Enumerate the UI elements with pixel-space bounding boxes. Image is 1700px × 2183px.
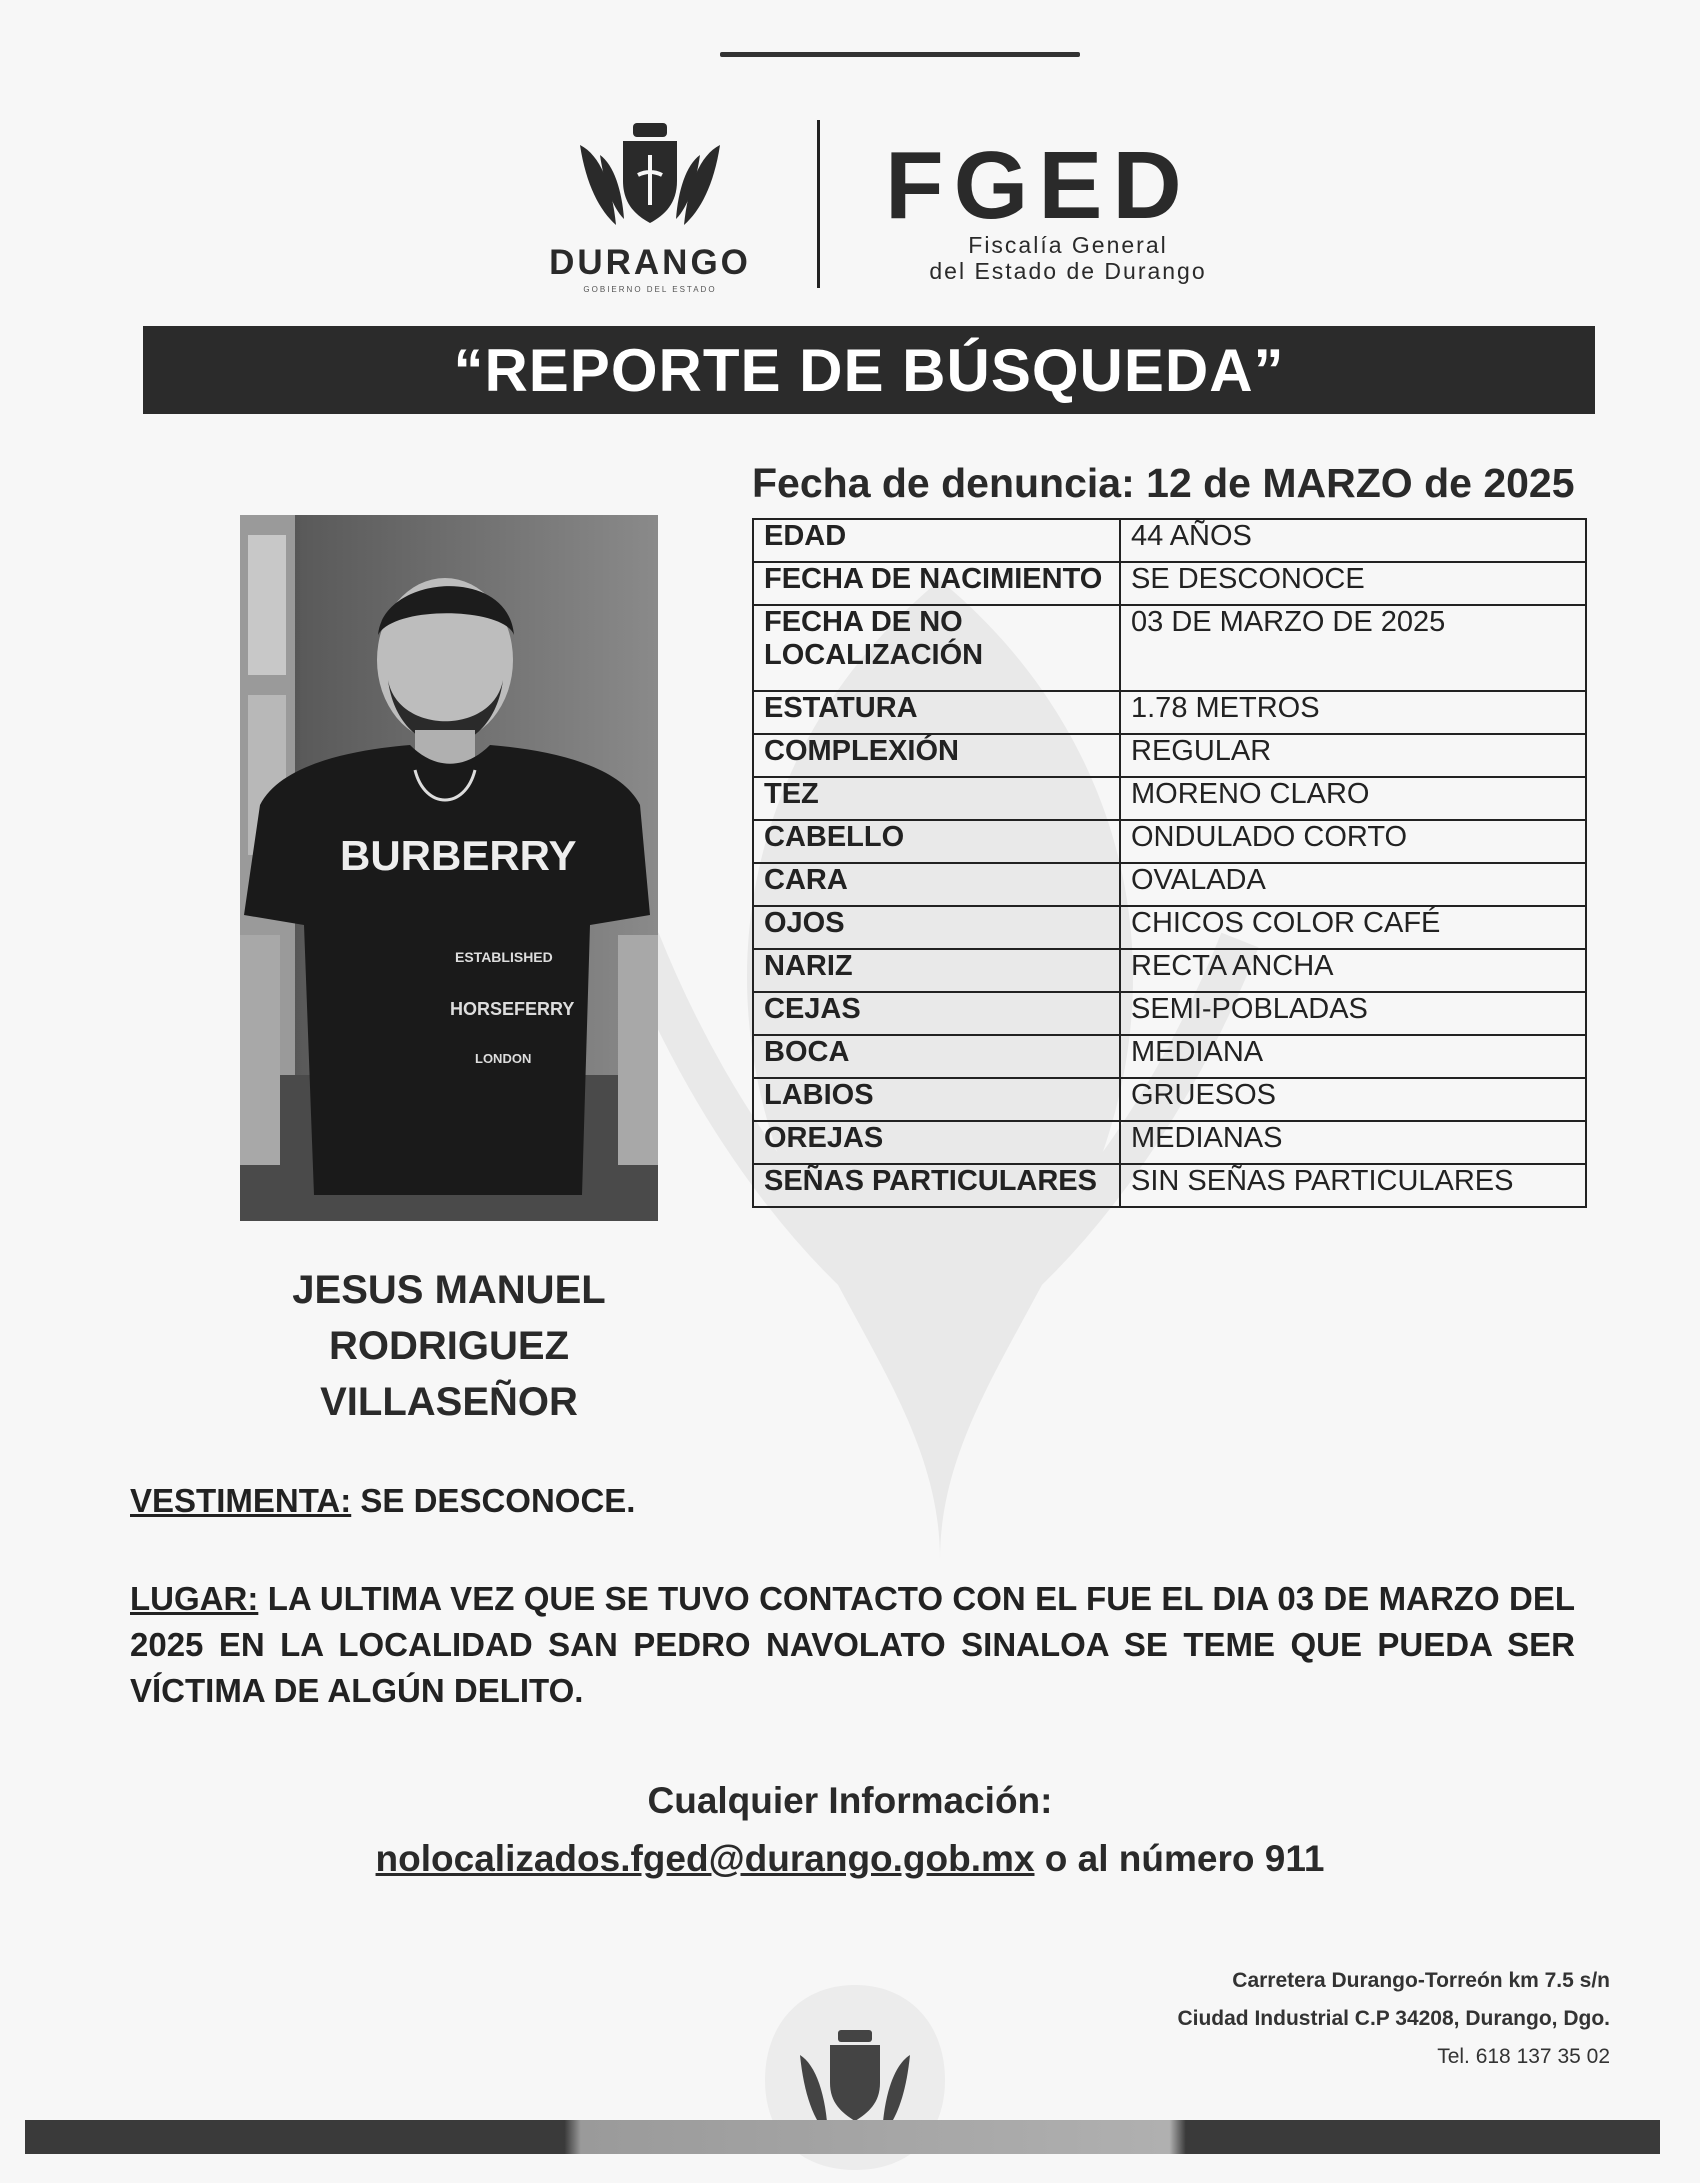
detail-value: SIN SEÑAS PARTICULARES bbox=[1120, 1164, 1586, 1207]
person-photo-illustration bbox=[240, 515, 658, 1221]
location-label: LUGAR: bbox=[130, 1580, 259, 1617]
agency-acronym: FGED bbox=[885, 132, 1192, 239]
detail-label: FECHA DE NO LOCALIZACIÓN bbox=[753, 605, 1120, 691]
detail-value: CHICOS COLOR CAFÉ bbox=[1120, 906, 1586, 949]
detail-row bbox=[753, 1164, 1586, 1207]
report-title: “REPORTE DE BÚSQUEDA” bbox=[453, 336, 1285, 404]
detail-label: CABELLO bbox=[753, 820, 1120, 863]
detail-row bbox=[753, 863, 1586, 906]
detail-row bbox=[753, 734, 1586, 777]
durango-logo-subtext: GOBIERNO DEL ESTADO bbox=[583, 285, 717, 294]
detail-row bbox=[753, 1078, 1586, 1121]
detail-row bbox=[753, 906, 1586, 949]
agency-name-line2: del Estado de Durango bbox=[929, 258, 1207, 285]
footer-bar bbox=[25, 2120, 1660, 2154]
report-banner bbox=[143, 326, 1595, 414]
address-phone: Tel. 618 137 35 02 bbox=[1437, 2045, 1610, 2068]
detail-label: LABIOS bbox=[753, 1078, 1120, 1121]
detail-row bbox=[753, 605, 1586, 691]
durango-logo bbox=[520, 115, 780, 294]
detail-value: RECTA ANCHA bbox=[1120, 949, 1586, 992]
detail-label: CARA bbox=[753, 863, 1120, 906]
durango-crest-icon bbox=[520, 115, 780, 240]
detail-label: FECHA DE NACIMIENTO bbox=[753, 562, 1120, 605]
address-line1: Carretera Durango-Torreón km 7.5 s/n bbox=[1232, 1969, 1610, 1992]
detail-label: NARIZ bbox=[753, 949, 1120, 992]
contact-title: Cualquier Información: bbox=[647, 1780, 1053, 1821]
detail-row bbox=[753, 992, 1586, 1035]
detail-label: TEZ bbox=[753, 777, 1120, 820]
person-name-line1: JESUS MANUEL bbox=[292, 1268, 606, 1312]
header-divider bbox=[817, 120, 820, 288]
contact-line bbox=[0, 1838, 1700, 1880]
clothing-label: VESTIMENTA: bbox=[130, 1482, 352, 1519]
detail-row bbox=[753, 777, 1586, 820]
clothing-text: SE DESCONOCE. bbox=[360, 1482, 636, 1519]
detail-row bbox=[753, 562, 1586, 605]
person-name-line2: RODRIGUEZ bbox=[329, 1324, 569, 1368]
detail-value: ONDULADO CORTO bbox=[1120, 820, 1586, 863]
detail-value: GRUESOS bbox=[1120, 1078, 1586, 1121]
detail-row bbox=[753, 691, 1586, 734]
detail-row bbox=[753, 1121, 1586, 1164]
shirt-line1-text: ESTABLISHED bbox=[455, 949, 553, 965]
location-section bbox=[130, 1576, 1575, 1714]
detail-value: MORENO CLARO bbox=[1120, 777, 1586, 820]
shirt-line3-text: LONDON bbox=[475, 1051, 532, 1066]
physical-details-body bbox=[753, 519, 1586, 1207]
shirt-brand-text: BURBERRY bbox=[340, 832, 577, 879]
detail-label: BOCA bbox=[753, 1035, 1120, 1078]
detail-row bbox=[753, 820, 1586, 863]
report-date: Fecha de denuncia: 12 de MARZO de 2025 bbox=[752, 460, 1575, 506]
office-address bbox=[1080, 1962, 1610, 2076]
detail-value: REGULAR bbox=[1120, 734, 1586, 777]
durango-logo-text: DURANGO bbox=[549, 243, 751, 282]
contact-email-link[interactable]: nolocalizados.fged@durango.gob.mx bbox=[375, 1838, 1035, 1879]
missing-person-photo bbox=[240, 515, 658, 1221]
detail-row bbox=[753, 949, 1586, 992]
detail-value: MEDIANAS bbox=[1120, 1121, 1586, 1164]
detail-value: 1.78 METROS bbox=[1120, 691, 1586, 734]
detail-label: EDAD bbox=[753, 519, 1120, 562]
detail-label: OJOS bbox=[753, 906, 1120, 949]
detail-value: SE DESCONOCE bbox=[1120, 562, 1586, 605]
detail-label: OREJAS bbox=[753, 1121, 1120, 1164]
agency-name bbox=[888, 232, 1248, 285]
detail-value: OVALADA bbox=[1120, 863, 1586, 906]
physical-details-table bbox=[752, 518, 1587, 1208]
detail-label: CEJAS bbox=[753, 992, 1120, 1035]
scan-artifact-line bbox=[720, 52, 1080, 57]
person-name-line3: VILLASEÑOR bbox=[320, 1380, 578, 1424]
detail-row bbox=[753, 519, 1586, 562]
contact-phone-text: o al número 911 bbox=[1044, 1838, 1325, 1879]
location-text: LA ULTIMA VEZ QUE SE TUVO CONTACTO CON EL FUE EL DIA 03 DE MARZO DEL 2025 EN LA LOCALIDAD SAN PEDRO NAVOLATO SINALOA SE TEME QUE PUEDA SER VÍCTIMA DE ALGÚN DELITO. bbox=[130, 1580, 1575, 1709]
detail-value: SEMI-POBLADAS bbox=[1120, 992, 1586, 1035]
detail-label: ESTATURA bbox=[753, 691, 1120, 734]
detail-value: MEDIANA bbox=[1120, 1035, 1586, 1078]
detail-label: COMPLEXIÓN bbox=[753, 734, 1120, 777]
detail-value: 44 AÑOS bbox=[1120, 519, 1586, 562]
shirt-line2-text: HORSEFERRY bbox=[450, 999, 575, 1019]
person-name bbox=[240, 1262, 658, 1430]
detail-value: 03 DE MARZO DE 2025 bbox=[1120, 605, 1586, 691]
detail-row bbox=[753, 1035, 1586, 1078]
address-line2: Ciudad Industrial C.P 34208, Durango, Dgo. bbox=[1177, 2007, 1610, 2030]
clothing-section bbox=[130, 1482, 635, 1520]
detail-label: SEÑAS PARTICULARES bbox=[753, 1164, 1120, 1207]
agency-name-line1: Fiscalía General bbox=[968, 232, 1168, 258]
